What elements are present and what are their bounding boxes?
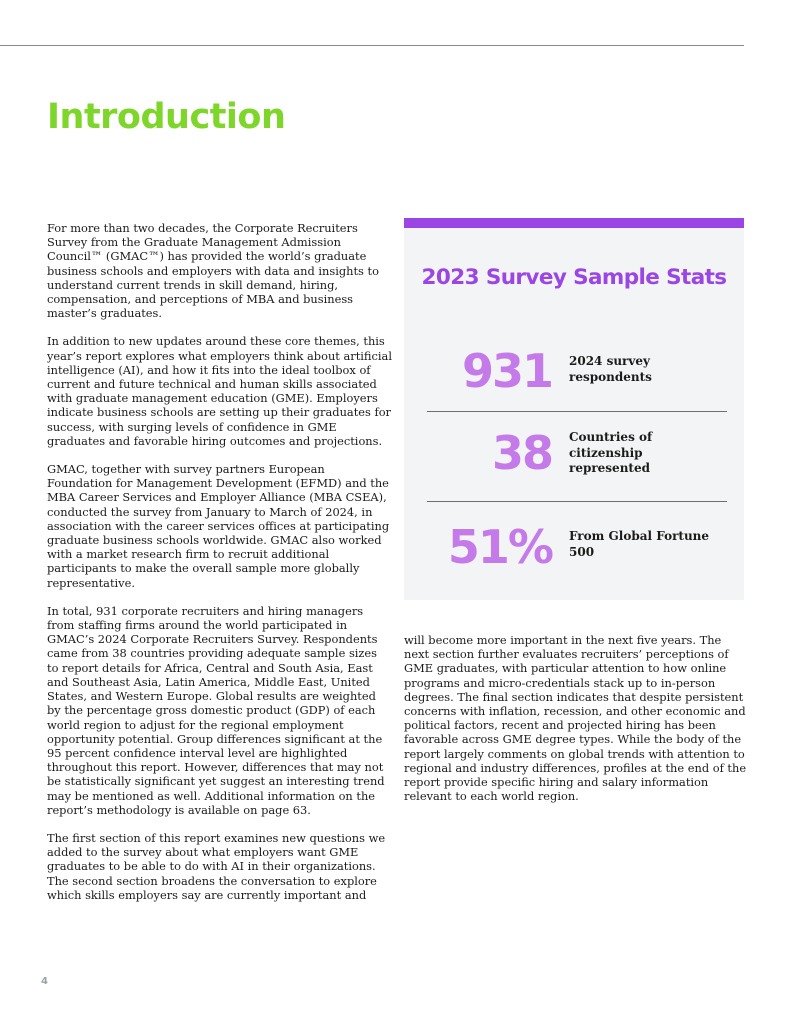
page-title: Introduction [47, 97, 286, 137]
paragraph: For more than two decades, the Corporate Recruiters Survey from the Graduate Management Admission Council™ (GMAC™) has provided the world’s graduate business schools and employers with data and insights to understand current trends in skill demand, hiring, compensation, and perceptions of MBA and business master’s graduates. [47, 221, 379, 321]
stats-accent-bar [404, 218, 744, 228]
stat-value: 38 [491, 426, 552, 480]
paragraph: will become more important in the next five years. The next section further evaluates recruiters’ perceptions of GME graduates, with particular attention to how online programs and micro-credentials stack up to in-person degrees. The final section indicates that despite persistent concerns with inflation, recession, and other economic and political factors, recent and projected hiring has been favorable across GME degree types. While the body of the report largely comments on global trends with attention to regional and industry differences, profiles at the end of the report provide specific hiring and salary information relevant to each world region. [404, 633, 747, 804]
stat-value: 51% [447, 520, 552, 574]
stat-countries [404, 427, 744, 487]
stat-value: 931 [461, 344, 552, 398]
stat-divider [427, 411, 727, 412]
page-number: 4 [41, 976, 48, 987]
stat-fortune-500 [404, 521, 744, 581]
header-rule [0, 45, 744, 46]
stat-respondents [404, 345, 744, 405]
body-column-right [404, 633, 749, 817]
stats-heading: 2023 Survey Sample Stats [421, 265, 727, 290]
stat-label: 2024 survey respondents [569, 354, 652, 384]
paragraph: In total, 931 corporate recruiters and hiring managers from staffing firms around the world participated in GMAC’s 2024 Corporate Recruiters Survey. Respondents came from 38 countries providing adequate sample sizes to report details for Africa, Central and South Asia, East and Southeast Asia, Latin America, Middle East, United States, and Western Europe. Global results are weighted by the percentage gross domestic product (GDP) of each world region to adjust for the regional employment opportunity potential. Group differences significant at the 95 percent confidence interval level are highlighted throughout this report. However, differences that may not be statistically significant yet suggest an interesting trend may be mentioned as well. Additional information on the report’s methodology is available on page 63. [47, 603, 385, 817]
survey-stats-panel [404, 218, 744, 600]
stat-label: Countries of citizenship represented [569, 430, 653, 475]
stat-label: From Global Fortune 500 [569, 529, 710, 559]
body-column-left [47, 221, 392, 916]
paragraph: GMAC, together with survey partners European Foundation for Management Development (EFMD) and the MBA Career Services and Employer Alliance (MBA CSEA), conducted the survey from January to March of 2024, in association with the career services offices at participating graduate business schools worldwide. GMAC also worked with a market research firm to recruit additional participants to make the overall sample more globally representative. [47, 462, 390, 590]
stat-divider [427, 501, 727, 502]
paragraph: In addition to new updates around these core themes, this year’s report explores what employers think about artificial intelligence (AI), and how it fits into the ideal toolbox of current and future technical and human skills associated with graduate management education (GME). Employers indicate business schools are setting up their graduates for success, with surging levels of confidence in GME graduates and favorable hiring outcomes and projections. [47, 334, 392, 448]
paragraph: The first section of this report examines new questions we added to the survey about what employers want GME graduates to be able to do with AI in their organizations. The second section broadens the conversation to explore which skills employers say are currently important and [47, 830, 386, 902]
